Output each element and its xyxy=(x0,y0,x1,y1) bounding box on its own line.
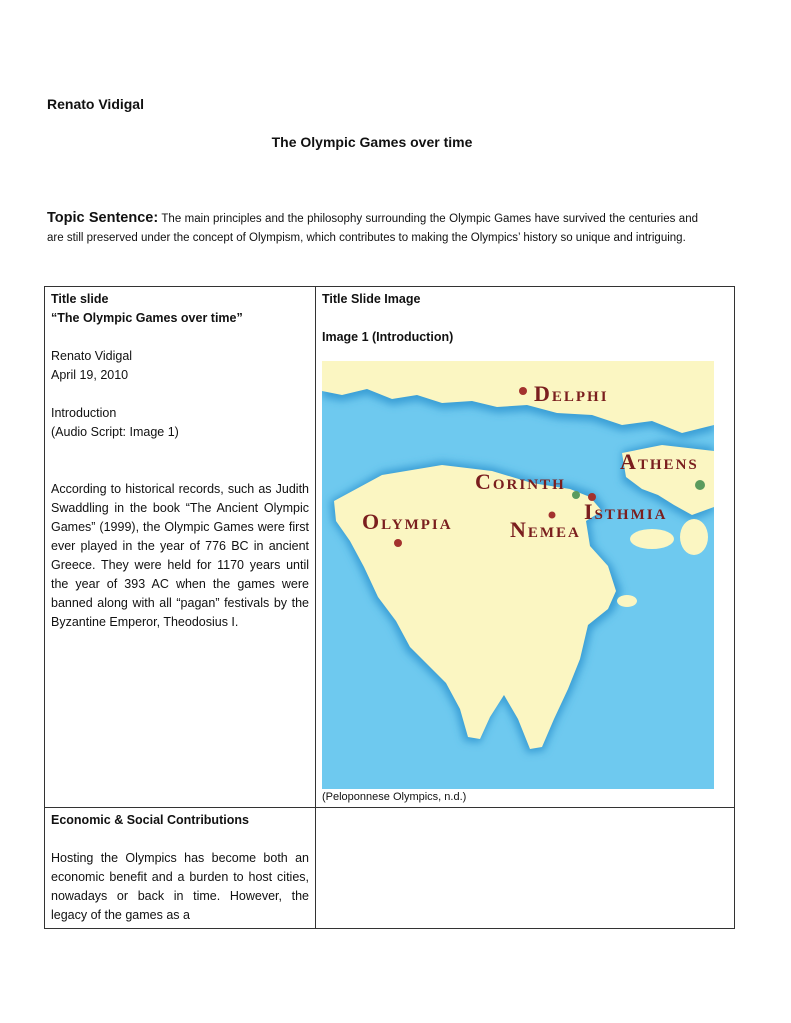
document-title: The Olympic Games over time xyxy=(271,134,473,150)
island xyxy=(630,529,674,549)
delphi-dot xyxy=(519,387,527,395)
topic-label: Topic Sentence: xyxy=(47,210,159,226)
intro-paragraph: According to historical records, such as Judith Swaddling in the book “The Ancient Olympic Games” (1999), the Olympic Games were first ever played in the year of 776 BC in ancient Greece. They were held for 1170 years until the year of 393 AC when the games were banned along with all “pagan” festivals by the Byzantine Emperor, Theodosius I. xyxy=(51,482,309,629)
map-label-isthmia: Isthmia xyxy=(584,499,668,524)
table-row xyxy=(45,808,735,929)
athens-dot xyxy=(695,480,705,490)
olympia-dot xyxy=(394,539,402,547)
cell-heading: Economic & Social Contributions xyxy=(51,813,249,827)
cell-date: April 19, 2010 xyxy=(51,368,129,382)
quoted-title: “The Olympic Games over time” xyxy=(51,311,243,325)
economic-paragraph: Hosting the Olympics has become both an economic benefit and a burden to host cities, nowadays or back in time. However, the legacy of the games as a xyxy=(51,851,309,922)
map-label-nemea: Nemea xyxy=(510,517,581,542)
cell-heading: Title slide xyxy=(51,292,109,306)
content-table xyxy=(44,286,735,929)
island xyxy=(680,519,708,555)
table-row xyxy=(45,287,735,808)
map-label-olympia: Olympia xyxy=(362,509,453,534)
audio-note: (Audio Script: Image 1) xyxy=(51,425,179,439)
topic-text: The main principles and the philosophy surrounding the Olympic Games have survived the centuries and are still preserved under the concept of Olympism, which contributes to making the Olympics’ history so unique and intriguing. xyxy=(47,213,698,244)
title-slide-cell xyxy=(45,287,316,808)
section-label: Introduction xyxy=(51,406,117,420)
cell-heading: Title Slide Image xyxy=(322,292,421,306)
image-caption: (Peloponnese Olympics, n.d.) xyxy=(322,791,467,803)
image-label: Image 1 (Introduction) xyxy=(322,330,454,344)
peloponnese-map xyxy=(322,361,714,789)
author-name: Renato Vidigal xyxy=(47,96,144,112)
island xyxy=(617,595,637,607)
topic-sentence xyxy=(47,209,698,247)
cell-author: Renato Vidigal xyxy=(51,349,133,363)
empty-cell xyxy=(316,808,735,929)
map-label-corinth: Corinth xyxy=(475,469,566,494)
economic-cell xyxy=(45,808,316,929)
corinth-dot xyxy=(572,491,580,499)
map-label-delphi: Delphi xyxy=(534,381,609,406)
title-image-cell xyxy=(316,287,735,808)
map-label-athens: Athens xyxy=(620,449,699,474)
